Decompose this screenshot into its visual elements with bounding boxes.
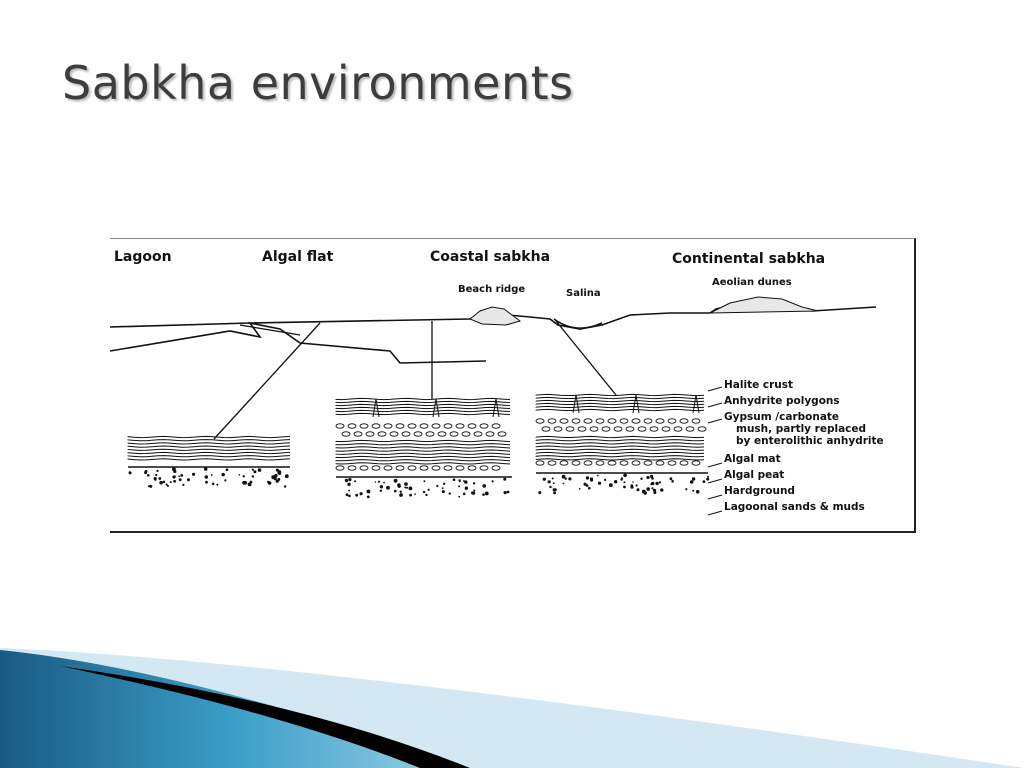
legend-item-gypsum-carbonate-3: by enterolithic anhydrite xyxy=(736,435,884,447)
legend-item-gypsum-carbonate-2: mush, partly replaced xyxy=(736,423,867,435)
legend-item-gypsum-carbonate: Gypsum /carbonate xyxy=(724,411,840,423)
legend-item-algal-mat: Algal mat xyxy=(724,453,781,465)
feature-label-aeolian-dunes: Aeolian dunes xyxy=(712,277,792,288)
legend-item-lagoonal-sands-muds: Lagoonal sands & muds xyxy=(724,501,865,513)
zone-label-algal-flat: Algal flat xyxy=(262,249,334,265)
feature-label-salina: Salina xyxy=(566,288,601,299)
zone-label-lagoon: Lagoon xyxy=(114,249,172,265)
legend-item-anhydrite-polygons: Anhydrite polygons xyxy=(724,395,840,407)
slide-title: Sabkha environments xyxy=(62,56,574,110)
zone-label-coastal-sabkha: Coastal sabkha xyxy=(430,249,551,265)
zone-label-continental-sabkha: Continental sabkha xyxy=(672,251,826,267)
legend-item-hardground: Hardground xyxy=(724,485,795,497)
legend-item-algal-peat: Algal peat xyxy=(724,469,785,481)
legend-item-halite-crust: Halite crust xyxy=(724,379,794,391)
feature-label-beach-ridge: Beach ridge xyxy=(458,284,526,295)
